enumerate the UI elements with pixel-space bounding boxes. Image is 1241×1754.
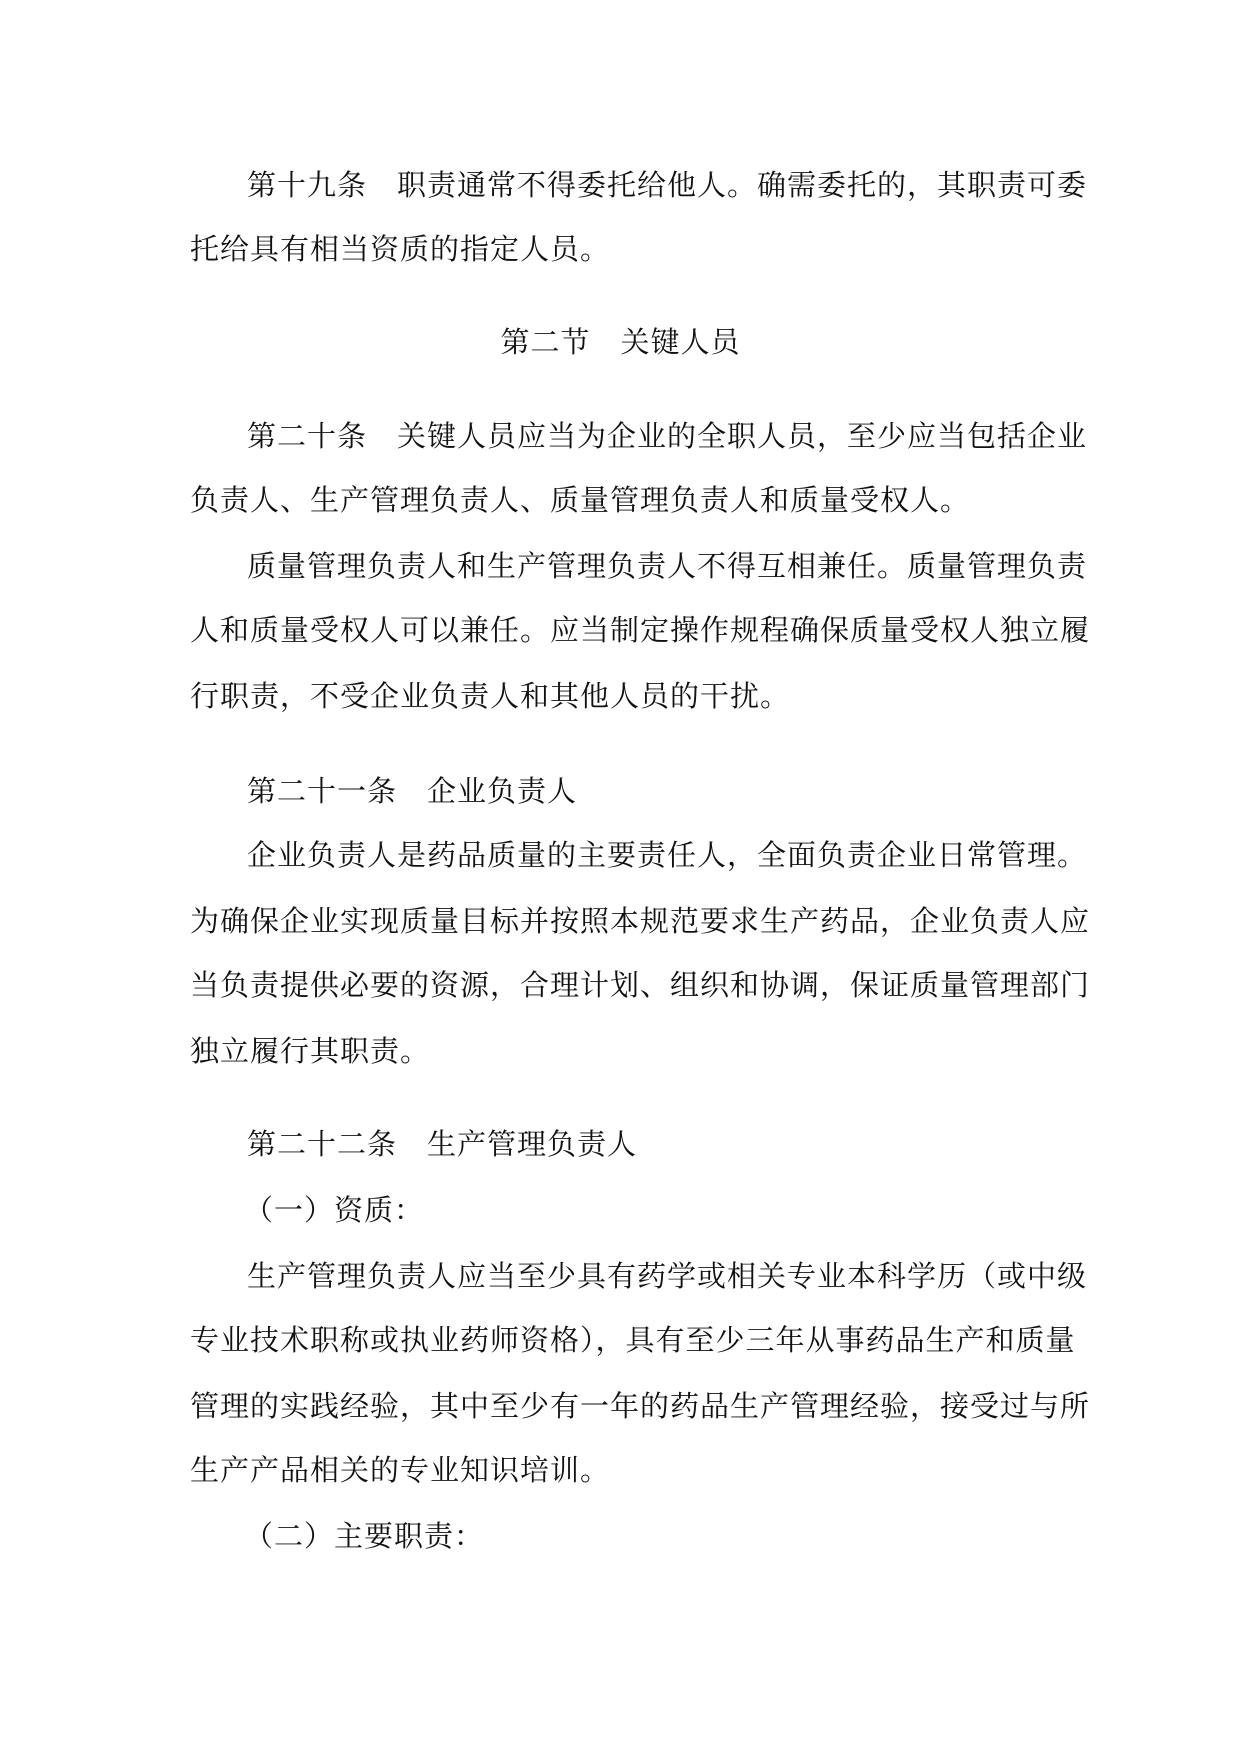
article-21-heading: 第二十一条 企业负责人 (247, 774, 578, 808)
article-21-line-4: 独立履行其职责。 (190, 1034, 431, 1068)
article-20-para2-line-1: 质量管理负责人和生产管理负责人不得互相兼任。质量管理负责 (247, 549, 1088, 583)
article-21-line-2: 为确保企业实现质量目标并按照本规范要求生产药品，企业负责人应 (190, 904, 1091, 938)
section-heading: 第二节 关键人员 (500, 325, 741, 359)
article-19-line-1: 第十九条 职责通常不得委托给他人。确需委托的，其职责可委 (247, 168, 1088, 202)
article-20-line-2: 负责人、生产管理负责人、质量管理负责人和质量受权人。 (190, 483, 971, 517)
article-22-item-1-line-1: 生产管理负责人应当至少具有药学或相关专业本科学历（或中级 (247, 1259, 1088, 1293)
article-21-line-3: 当负责提供必要的资源，合理计划、组织和协调，保证质量管理部门 (190, 968, 1091, 1002)
article-22-heading: 第二十二条 生产管理负责人 (247, 1127, 638, 1161)
article-22-item-1-heading: （一）资质： (244, 1193, 425, 1227)
article-22-item-2-heading: （二）主要职责： (244, 1519, 485, 1553)
article-22-item-1-line-3: 管理的实践经验，其中至少有一年的药品生产管理经验，接受过与所 (190, 1389, 1091, 1423)
article-20-line-1: 第二十条 关键人员应当为企业的全职人员，至少应当包括企业 (247, 419, 1088, 453)
article-22-item-1-line-4: 生产产品相关的专业知识培训。 (190, 1453, 611, 1487)
article-20-para2-line-3: 行职责，不受企业负责人和其他人员的干扰。 (190, 679, 791, 713)
article-19-line-2: 托给具有相当资质的指定人员。 (190, 232, 611, 266)
article-22-item-1-line-2: 专业技术职称或执业药师资格），具有至少三年从事药品生产和质量 (190, 1323, 1076, 1357)
article-20-para2-line-2: 人和质量受权人可以兼任。应当制定操作规程确保质量受权人独立履 (190, 613, 1091, 647)
article-21-line-1: 企业负责人是药品质量的主要责任人，全面负责企业日常管理。 (247, 838, 1088, 872)
